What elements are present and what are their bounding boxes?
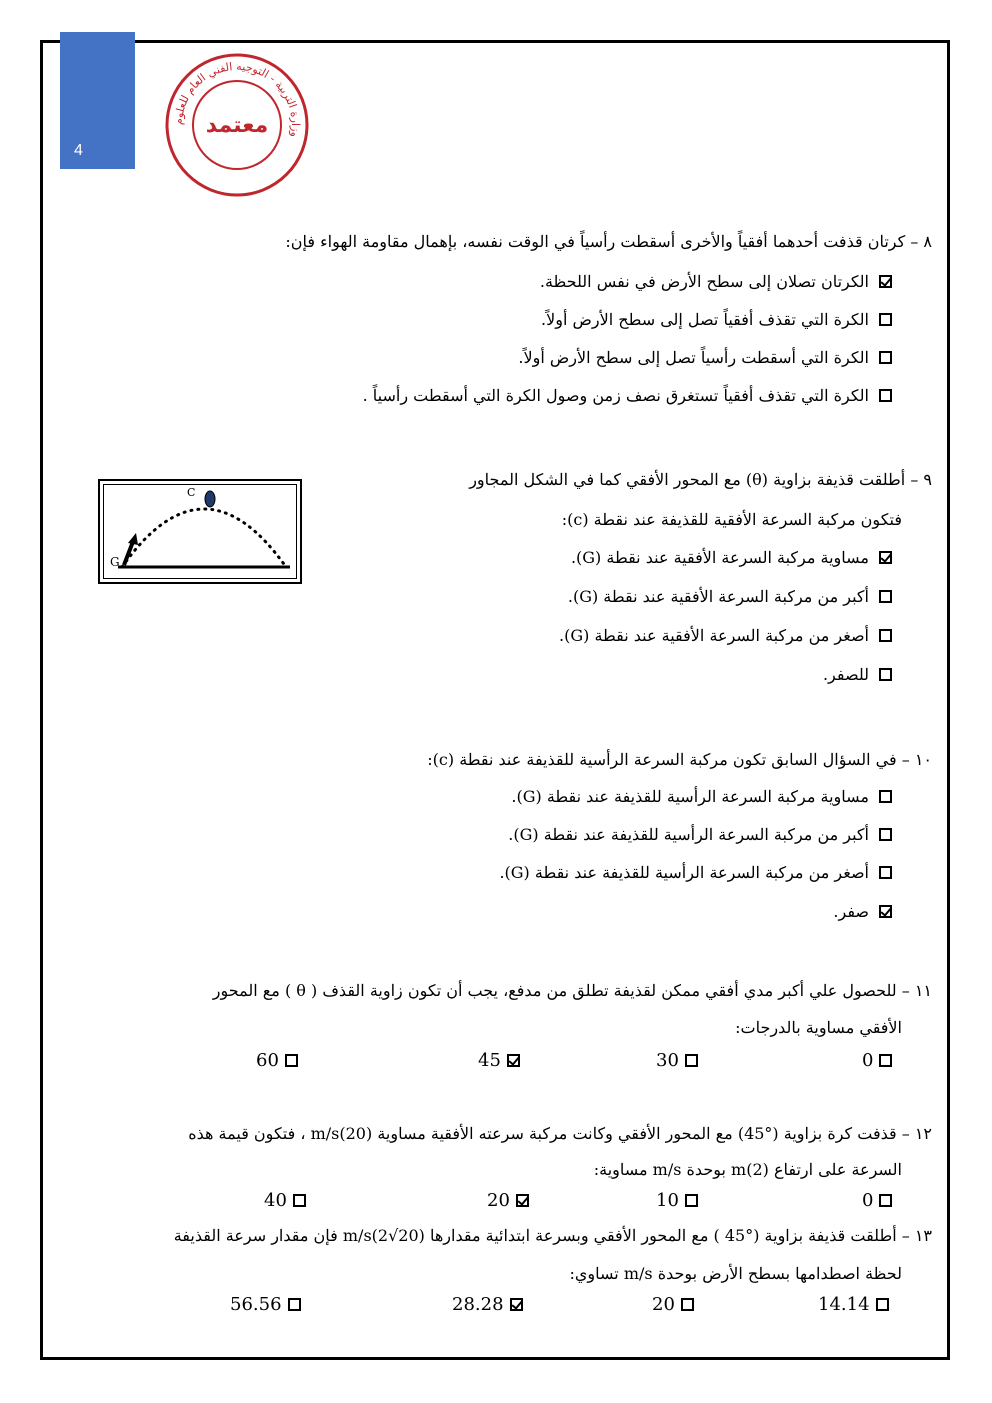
q10-option-2[interactable]: أكبر من مركبة السرعة الرأسية للقذيفة عند نقطة (G). [508, 825, 892, 844]
checkbox-icon[interactable] [879, 790, 892, 803]
checkbox-icon[interactable] [879, 389, 892, 402]
q9-option-4[interactable]: للصفر. [823, 665, 892, 684]
q12-option-20[interactable]: 20 [487, 1190, 529, 1211]
stamp-center-text: معتمد [205, 113, 269, 138]
approval-stamp [162, 50, 312, 200]
q9-option-1[interactable]: مساوية مركبة السرعة الأفقية عند نقطة (G). [571, 548, 892, 567]
page-number: 4 [74, 142, 83, 159]
checkbox-icon[interactable] [879, 828, 892, 841]
q9-stem2: فتكون مركبة السرعة الأفقية للقذيفة عند نقطة (c): [561, 510, 902, 529]
checkbox-icon[interactable] [685, 1194, 698, 1207]
q13-option-20[interactable]: 20 [652, 1294, 694, 1315]
q12-stem: ١٢ – قذفت كرة بزاوية (°45) مع المحور الأفقي وكانت مركبة سرعته الأفقية مساوية (20)m/s ، فتكون قيمة هذه [188, 1124, 932, 1143]
q8-option-1[interactable]: الكرتان تصلان إلى سطح الأرض في نفس اللحظة. [540, 272, 892, 291]
checkbox-icon[interactable] [879, 866, 892, 879]
q10-option-4[interactable]: صفر. [833, 902, 892, 921]
checkbox-icon[interactable] [285, 1054, 298, 1067]
checkbox-icon[interactable] [879, 313, 892, 326]
q10-option-1[interactable]: مساوية مركبة السرعة الرأسية للقذيفة عند نقطة (G). [511, 787, 892, 806]
q13-option-28-28[interactable]: 28.28 [452, 1294, 523, 1315]
q12-stem2: السرعة على ارتفاع (2)m بوحدة m/s مساوية: [593, 1160, 902, 1179]
trajectory-path [122, 509, 286, 567]
q9-option-2[interactable]: أكبر من مركبة السرعة الأفقية عند نقطة (G). [568, 587, 892, 606]
q8-option-2[interactable]: الكرة التي تقذف أفقياً تصل إلى سطح الأرض أولاً. [541, 310, 892, 329]
q9-stem: ٩ – أطلقت قذيفة بزاوية (θ) مع المحور الأفقي كما في الشكل المجاور [469, 470, 932, 489]
q11-stem2: الأفقي مساوية بالدرجات: [735, 1018, 902, 1037]
q11-options [0, 1050, 992, 1074]
q12-option-40[interactable]: 40 [264, 1190, 306, 1211]
q13-stem2: لحظة اصطدامها بسطح الأرض بوحدة m/s تساوي: [569, 1264, 902, 1283]
page-tab [60, 32, 135, 169]
q11-option-60[interactable]: 60 [256, 1050, 298, 1071]
checkbox-checked-icon[interactable] [510, 1298, 523, 1311]
checkbox-icon[interactable] [879, 668, 892, 681]
q11-stem: ١١ – للحصول علي أكبر مدي أفقي ممكن لقذيفة تطلق من مدفع، يجب أن تكون زاوية القذف ( θ ) مع المحور [212, 981, 932, 1000]
q12-option-10[interactable]: 10 [656, 1190, 698, 1211]
checkbox-icon[interactable] [879, 351, 892, 364]
checkbox-icon[interactable] [879, 1054, 892, 1067]
q8-option-4[interactable]: الكرة التي تقذف أفقياً تستغرق نصف زمن وصول الكرة التي أسقطت رأسياً . [363, 386, 892, 405]
q10-stem: ١٠ – في السؤال السابق تكون مركبة السرعة الرأسية للقذيفة عند نقطة (c): [427, 750, 932, 769]
q13-option-14-14[interactable]: 14.14 [818, 1294, 889, 1315]
q8-stem: ٨ – كرتان قذفت أحدهما أفقياً والأخرى أسقطت رأسياً في الوقت نفسه، بإهمال مقاومة الهواء فإن: [285, 232, 932, 251]
checkbox-checked-icon[interactable] [879, 275, 892, 288]
q9-option-3[interactable]: أصغر من مركبة السرعة الأفقية عند نقطة (G). [559, 626, 892, 645]
checkbox-icon[interactable] [879, 1194, 892, 1207]
checkbox-icon[interactable] [685, 1054, 698, 1067]
checkbox-checked-icon[interactable] [516, 1194, 529, 1207]
q11-option-0[interactable]: 0 [862, 1050, 892, 1071]
checkbox-icon[interactable] [879, 629, 892, 642]
checkbox-checked-icon[interactable] [507, 1054, 520, 1067]
checkbox-icon[interactable] [876, 1298, 889, 1311]
projectile-figure [98, 479, 302, 584]
checkbox-icon[interactable] [288, 1298, 301, 1311]
q10-option-3[interactable]: أصغر من مركبة السرعة الرأسية للقذيفة عند نقطة (G). [499, 863, 892, 882]
arrow-head-icon [128, 533, 138, 545]
q11-option-30[interactable]: 30 [656, 1050, 698, 1071]
q13-options [0, 1294, 992, 1318]
label-c: C [187, 486, 196, 499]
q8-option-3[interactable]: الكرة التي أسقطت رأسياً تصل إلى سطح الأرض أولاً. [518, 348, 892, 367]
q11-option-45[interactable]: 45 [478, 1050, 520, 1071]
q13-stem: ١٣ – أطلقت قذيفة بزاوية (°45 ) مع المحور الأفقي وبسرعة ابتدائية مقدارها (20√2)m/s فإن مقدار سرعة القذيفة [173, 1226, 932, 1245]
checkbox-icon[interactable] [879, 590, 892, 603]
checkbox-checked-icon[interactable] [879, 905, 892, 918]
checkbox-icon[interactable] [681, 1298, 694, 1311]
checkbox-icon[interactable] [293, 1194, 306, 1207]
q13-option-56-56[interactable]: 56.56 [230, 1294, 301, 1315]
q12-options [0, 1190, 992, 1214]
stamp-ring-text: وزارة التربية - التوجيه الفني العام للعلوم [171, 59, 303, 139]
checkbox-checked-icon[interactable] [879, 551, 892, 564]
projectile-ball [205, 491, 215, 507]
q12-option-0[interactable]: 0 [862, 1190, 892, 1211]
label-g: G [110, 555, 120, 569]
